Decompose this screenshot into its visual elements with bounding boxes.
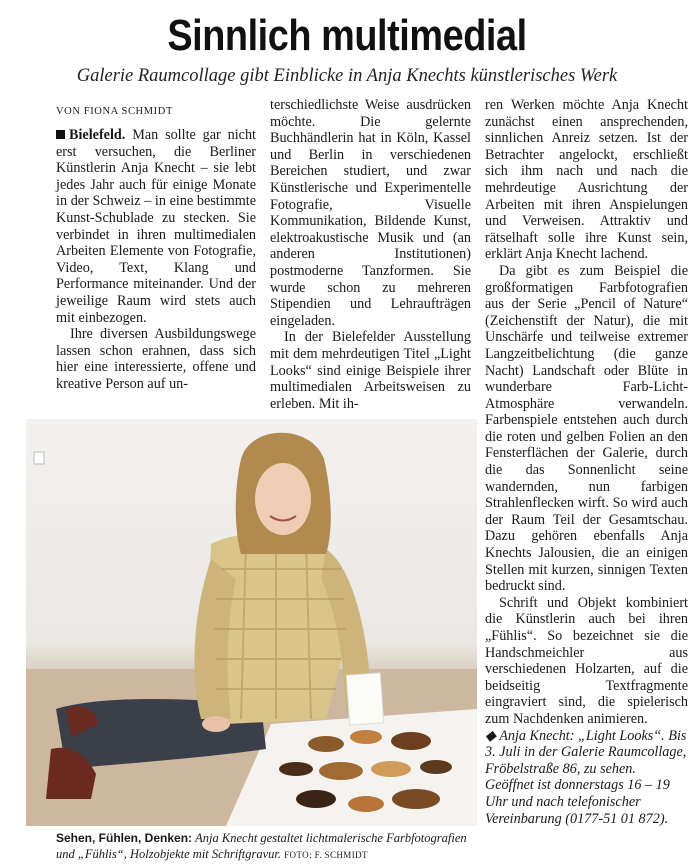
wooden-object <box>391 732 431 750</box>
artist-photo <box>26 419 477 826</box>
paragraph: In der Bielefelder Ausstellung mit dem mehrdeutigen Titel „Light Looks“ sind einige Beispiele ihrer multimedialen Arbeitsweisen zu erleben. Mit ih- <box>270 329 471 412</box>
paragraph: ren Werken möchte Anja Knecht zunächst einen ansprechenden, sinnlichen Anreiz setzen. Ist der Betrachter angelockt, erschließt sich ihm nach und nach die mehrdeutige Ausrichtung der Arbeiten mit ihren Anspielungen und Verweisen. Attraktiv und rätselhaft solle ihre Kunst sein, erklärt Anja Knecht lachend. <box>485 97 688 263</box>
wooden-object <box>350 730 382 744</box>
lead-square-icon <box>56 130 65 139</box>
text-card <box>346 673 383 725</box>
wooden-object <box>308 736 344 752</box>
wall-socket <box>34 452 44 464</box>
byline: VON FIONA SCHMIDT <box>56 106 173 117</box>
body-text: Man sollte gar nicht erst versuchen, die Berliner Künstlerin Anja Knecht – sie lebt jedes Jahr auch für einige Monate in der Schweiz – in eine bestimmte Kunst-Schublade zu stecken. Sie verbindet in ihren multimedialen Arbeiten Elemente von Fotografie, Video, Text, Klang und Performance miteinander. Und der jeweilige Raum wird stets auch mit einbezogen. <box>56 127 256 326</box>
paragraph <box>56 127 256 326</box>
photo-illustration <box>26 419 477 826</box>
wooden-object <box>319 762 363 780</box>
headline: Sinnlich multimedial <box>167 11 527 60</box>
column-2 <box>270 97 471 412</box>
wooden-object <box>279 762 313 776</box>
wooden-object <box>392 789 440 809</box>
wooden-object <box>348 796 384 812</box>
paragraph: Ihre diversen Ausbildungswege lassen schon erahnen, dass sich hier eine interessierte, offene und kreative Person auf un- <box>56 326 256 392</box>
exhibition-info: ◆ Anja Knecht: „Light Looks“. Bis 3. Juli in der Galerie Raumcollage, Fröbelstraße 86, zu sehen. Geöffnet ist donnerstags 16 – 19 Uhr und nach telefonischer Vereinbarung (0177-51 01 872). <box>485 727 687 827</box>
paragraph: terschiedlichste Weise ausdrücken möchte. Die gelernte Buchhändlerin hat in Köln, Kassel und Berlin in verschiedenen Bereichen studiert, und zwar Künstlerische und Experimentelle Fotografie, Visuelle Kommunikation, Bildende Kunst, elektroakustische Musik und (an anderen Institutionen) postmoderne Tanzformen. Sie wurde schon zu mehreren Stipendien und Lehraufträgen eingeladen. <box>270 97 471 329</box>
subtitle: Galerie Raumcollage gibt Einblicke in Anja Knechts künstlerisches Werk <box>76 66 618 86</box>
face <box>255 463 311 535</box>
paragraph: Da gibt es zum Beispiel die großformatigen Farbfotografien aus der Serie „Pencil of Nature“ (Zeichenstift der Natur), die mit Unschärfe und teilweise extremer Langzeitbelichtung (die ganze Nacht) Landschaft oder Blüte in wunderbare Farb-Licht-Atmosphäre verwandeln. Farbenspiele entstehen auch durch die roten und gelben Folien an den Fensterflächen der Galerie, durch die das Sonnenlicht seine wandernden, nun farbigen Strahlenflecken wirft. So wird auch der Raum Teil der Gesamtschau. Dazu gehören ebenfalls Anja Knechts Jalousien, die an einigen Stellen mit kurzen, sinnigen Texten bedruckt sind. <box>485 262 688 595</box>
column-1 <box>56 127 256 393</box>
photo-caption <box>56 830 476 863</box>
photo-credit: FOTO: F. SCHMIDT <box>284 850 368 860</box>
left-hand <box>202 716 230 732</box>
caption-label: Sehen, Fühlen, Denken: <box>56 831 193 845</box>
wooden-object <box>296 790 336 808</box>
paragraph: Schrift und Objekt kombiniert die Künstlerin auch bei ihren „Fühlis“. So bezeichnet sie die Handschmeichler aus verschiedenen Holzarten, auf die beidseitig Textfragmente eingraviert sind, die spielerisch zum Nachdenken animieren. <box>485 594 688 727</box>
caption-text: Anja Knecht gestaltet lichtmalerische Farbfotografien und „Fühlis“, Holzobjekte mit Schriftgravur. <box>56 831 467 861</box>
dateline: Bielefeld. <box>69 127 126 143</box>
wooden-object <box>371 761 411 777</box>
column-3 <box>485 97 688 827</box>
wooden-object <box>420 760 452 774</box>
